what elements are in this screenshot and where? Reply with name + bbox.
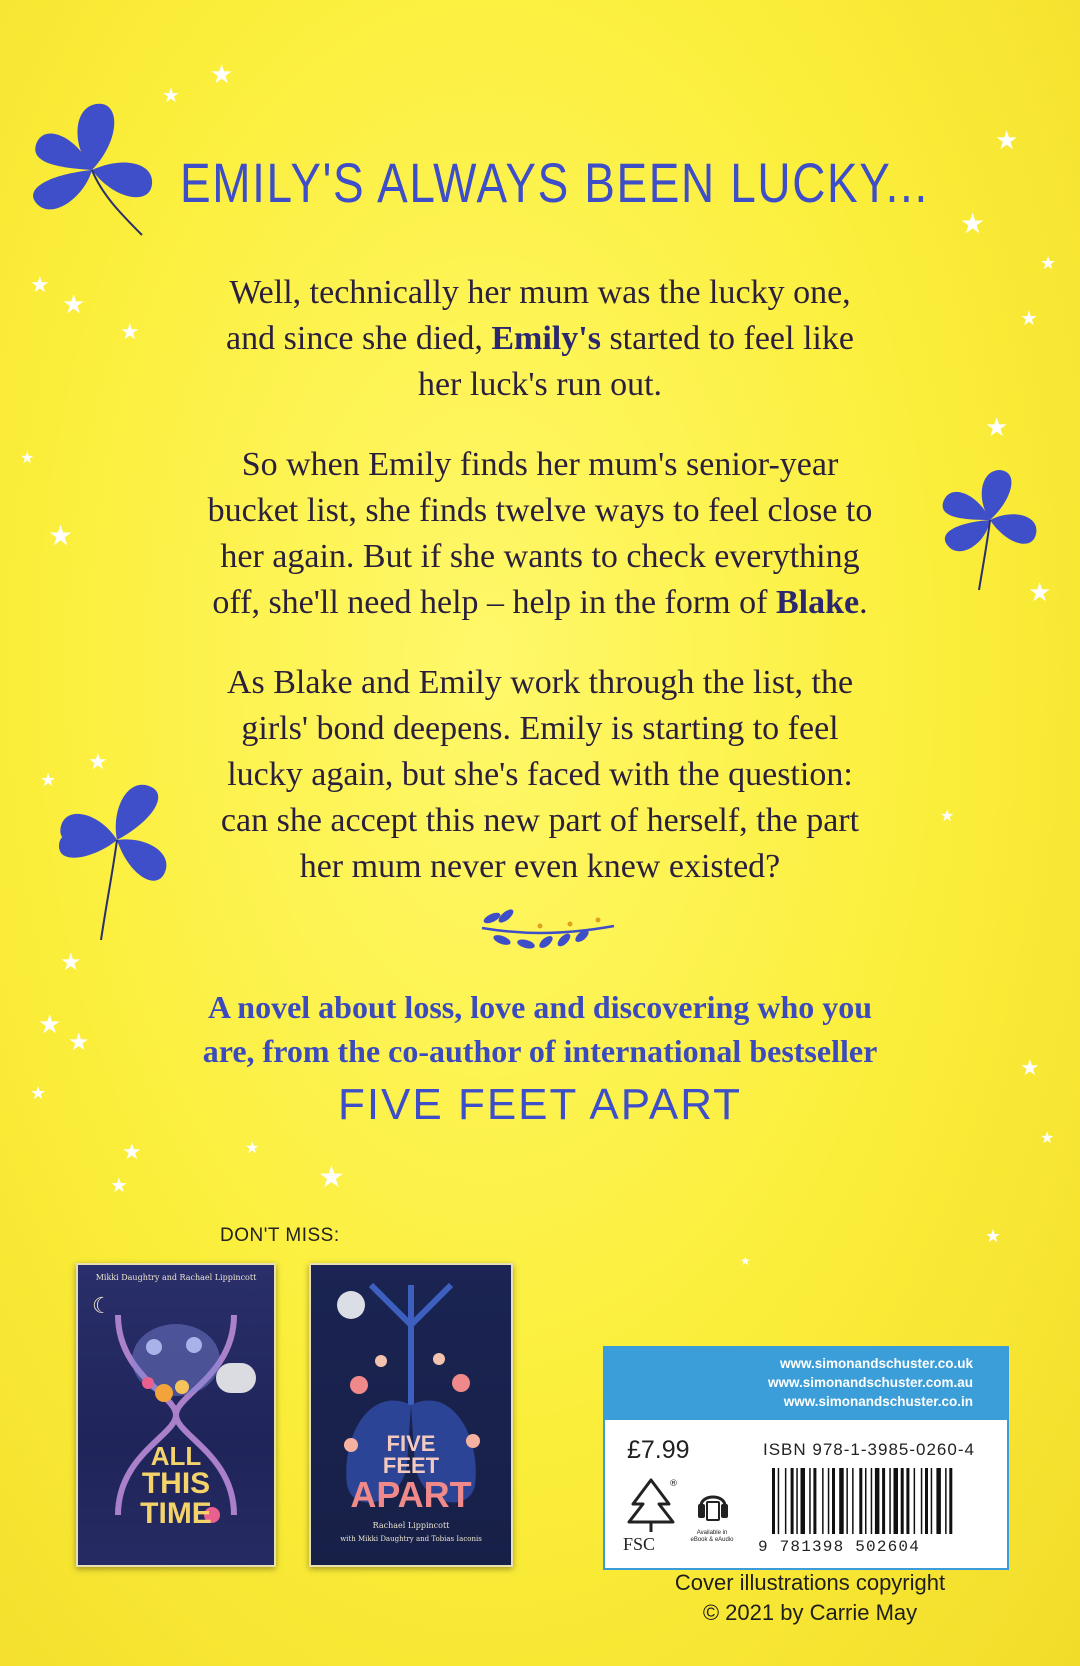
barcode-bar [813, 1468, 816, 1534]
barcode-bar [778, 1468, 780, 1534]
publisher-urls [605, 1348, 1007, 1420]
book-author: Mikki Daughtry and Rachael Lippincott [95, 1273, 257, 1282]
book-title-line: FIVE [386, 1431, 436, 1456]
star-icon: ★ [210, 60, 234, 90]
svg-text:☾: ☾ [92, 1294, 112, 1319]
barcode-bar [828, 1468, 830, 1534]
star-icon: ★ [1028, 578, 1052, 608]
star-icon: ★ [960, 207, 986, 240]
blurb-text: off, she'll need help – help in the form of [212, 584, 776, 621]
isbn: ISBN 978-1-3985-0260-4 [763, 1440, 975, 1459]
barcode [770, 1468, 992, 1536]
audiobook-icon [695, 1486, 731, 1526]
star-icon: ★ [740, 1254, 751, 1268]
credit-line: © 2021 by Carrie May [702, 1600, 918, 1625]
lungs-tree-illustration [311, 1265, 511, 1565]
star-icon: ★ [1040, 1128, 1055, 1147]
blurb-line: bucket list, she finds twelve ways to feel close to [207, 492, 873, 529]
book-title-line: FEET [382, 1453, 440, 1478]
blurb-emphasis: Blake [775, 584, 860, 621]
star-icon: ★ [40, 770, 57, 791]
barcode-number: 9 781398 502604 [758, 1538, 921, 1556]
blurb-paragraph-1 [120, 270, 960, 408]
barcode-bar [796, 1468, 798, 1534]
blurb-line: Well, technically her mum was the lucky one, [229, 274, 851, 311]
star-icon: ★ [110, 1173, 128, 1197]
barcode-bar [949, 1468, 952, 1534]
book-author: Rachael Lippincott [372, 1521, 450, 1530]
featured-book-title: FIVE FEET APART [337, 1080, 743, 1129]
barcode-bar [945, 1468, 947, 1534]
publisher-url: www.simonandschuster.co.uk [779, 1356, 973, 1371]
star-icon: ★ [985, 413, 1009, 443]
book-title-line: TIME [140, 1497, 212, 1530]
barcode-bar [785, 1468, 787, 1534]
star-icon: ★ [20, 448, 35, 467]
star-icon: ★ [1020, 1056, 1040, 1081]
star-icon: ★ [995, 126, 1019, 156]
star-icon: ★ [88, 750, 108, 775]
blurb-line [120, 316, 960, 362]
blurb-paragraph-2 [120, 442, 960, 626]
barcode-bar [936, 1468, 941, 1534]
blurb-text: started to feel like [600, 320, 854, 357]
barcode-bar [901, 1468, 904, 1534]
star-icon: ★ [48, 519, 74, 552]
book-cover-all-this-time [76, 1263, 276, 1567]
book-coauthors: with Mikki Daughtry and Tobias Iaconis [340, 1535, 482, 1543]
blurb-line [120, 580, 960, 626]
book-title-line: APART [350, 1474, 472, 1515]
barcode-bar [925, 1468, 928, 1534]
star-icon: ★ [30, 273, 50, 298]
tagline-line: A novel about loss, love and discovering who you [207, 989, 873, 1025]
price: £7.99 [627, 1436, 690, 1464]
publisher-url: www.simonandschuster.co.in [783, 1394, 973, 1409]
dont-miss-label: DON'T MISS: [220, 1225, 340, 1246]
barcode-bar [931, 1468, 933, 1534]
blurb-text: and since she died, [226, 320, 492, 357]
barcode-bar [882, 1468, 885, 1534]
star-icon: ★ [940, 806, 955, 825]
barcode-bar [791, 1468, 794, 1534]
availability-note: Available in eBook & eAudio [690, 1530, 734, 1543]
barcode-bar [839, 1468, 844, 1534]
barcode-bar [914, 1468, 916, 1534]
blurb-line: can she accept this new part of herself, the part [220, 802, 860, 839]
barcode-bar [832, 1468, 835, 1534]
star-icon: ★ [162, 83, 180, 107]
star-icon: ★ [1040, 253, 1057, 274]
barcode-bar [852, 1468, 854, 1534]
blurb-line: her luck's run out. [417, 366, 663, 403]
star-icon: ★ [38, 1010, 62, 1040]
book-title-line: ALL [150, 1441, 202, 1471]
barcode-bar [875, 1468, 880, 1534]
tagline [100, 985, 980, 1073]
book-title-line: THIS [141, 1467, 211, 1500]
credit-line: Cover illustrations copyright [674, 1570, 946, 1595]
barcode-bar [865, 1468, 867, 1534]
book-cover-five-feet-apart [309, 1263, 513, 1567]
star-icon: ★ [122, 1140, 142, 1165]
barcode-bar [809, 1468, 811, 1534]
barcode-bar [871, 1468, 873, 1534]
illustration-credit [620, 1568, 1000, 1628]
blurb-line: her mum never even knew existed? [299, 848, 781, 885]
publisher-barcode-box [603, 1346, 1009, 1570]
fsc-tree-icon [621, 1474, 681, 1534]
star-icon: ★ [985, 1226, 1002, 1247]
star-icon: ★ [62, 290, 86, 320]
barcode-bar [921, 1468, 923, 1534]
star-icon: ★ [1020, 306, 1038, 330]
blurb-emphasis: Emily's [491, 320, 601, 357]
barcode-bar [822, 1468, 824, 1534]
star-icon: ★ [60, 948, 82, 976]
barcode-bar [846, 1468, 848, 1534]
star-icon: ★ [68, 1028, 90, 1056]
blurb-line: lucky again, but she's faced with the question: [227, 756, 853, 793]
star-icon: ★ [30, 1083, 47, 1104]
star-icon: ★ [318, 1160, 345, 1195]
fsc-label: FSC [623, 1534, 656, 1554]
svg-text:®: ® [669, 1479, 678, 1489]
leaf-sprig-icon [478, 906, 618, 950]
blurb-line: So when Emily finds her mum's senior-year [241, 446, 839, 483]
clover-icon [22, 100, 162, 245]
barcode-bar [801, 1468, 806, 1534]
barcode-bar [859, 1468, 862, 1534]
blurb-line: As Blake and Emily work through the list, the [226, 664, 854, 701]
barcode-bar [772, 1468, 775, 1534]
star-icon: ★ [120, 320, 140, 345]
barcode-bar [894, 1468, 899, 1534]
blurb-line: her again. But if she wants to check everything [220, 538, 860, 575]
star-icon: ★ [245, 1138, 260, 1157]
publisher-url: www.simonandschuster.com.au [767, 1375, 973, 1390]
blurb-paragraph-3 [120, 660, 960, 890]
barcode-bar [906, 1468, 909, 1534]
tagline-line: are, from the co-author of international bestseller [202, 1033, 878, 1069]
blurb-text: . [859, 584, 868, 621]
blurb-line: girls' bond deepens. Emily is starting to feel [241, 710, 839, 747]
headline: EMILY'S ALWAYS BEEN LUCKY... [180, 151, 929, 214]
barcode-bar [889, 1468, 891, 1534]
